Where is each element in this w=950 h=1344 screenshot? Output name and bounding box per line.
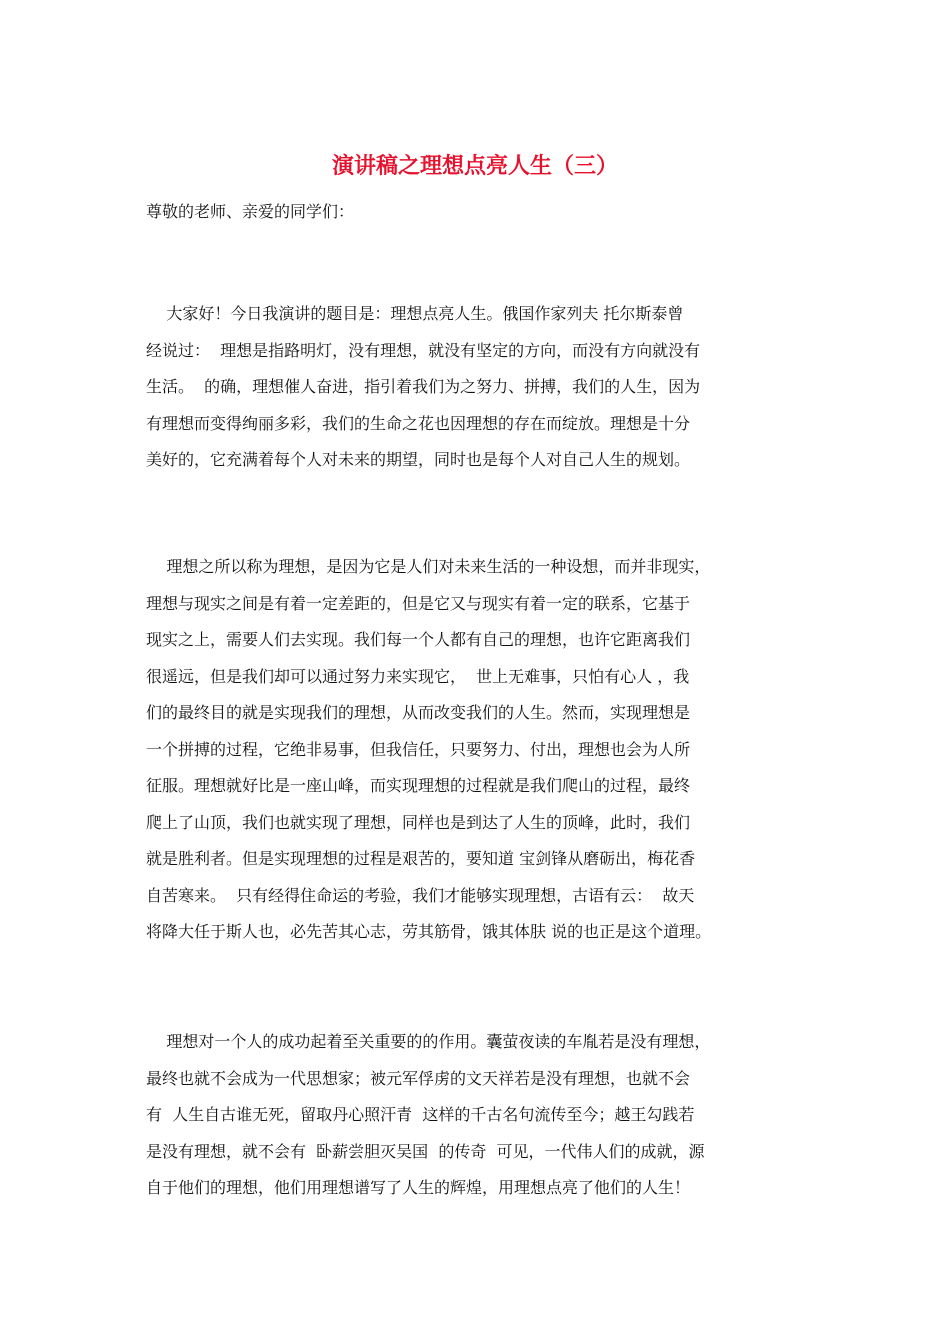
text-line: 是没有理想，就不会有 卧薪尝胆灭吴国 的传奇 可见，一代伟人们的成就，源	[146, 1141, 705, 1161]
paragraph-3	[146, 1024, 826, 1207]
paragraph-1	[146, 296, 826, 479]
salutation: 尊敬的老师、亲爱的同学们：	[146, 202, 355, 221]
text-line: 美好的，它充满着每个人对未来的期望，同时也是每个人对自己人生的规划。	[146, 450, 691, 469]
text-line: 理想之所以称为理想，是因为它是人们对未来生活的一种设想，而并非现实，	[146, 557, 711, 576]
document-title: 演讲稿之理想点亮人生（三）	[331, 153, 618, 179]
text-line: 将降大任于斯人也，必先苦其心志，劳其筋骨，饿其体肤 说的也正是这个道理。	[146, 922, 712, 941]
text-line: 现实之上，需要人们去实现。我们每一个人都有自己的理想，也许它距离我们	[146, 630, 691, 649]
text-line: 最终也就不会成为一代思想家；被元军俘虏的文天祥若是没有理想，也就不会	[146, 1068, 691, 1088]
text-line: 理想与现实之间是有着一定差距的，但是它又与现实有着一定的联系，它基于	[146, 593, 691, 613]
text-line: 大家好！今日我演讲的题目是：理想点亮人生。俄国作家列夫 托尔斯泰曾	[146, 304, 684, 323]
text-line: 有理想而变得绚丽多彩，我们的生命之花也因理想的存在而绽放。理想是十分	[146, 413, 691, 433]
text-line: 自于他们的理想，他们用理想谱写了人生的辉煌，用理想点亮了他们的人生！	[146, 1178, 691, 1197]
text-line: 征服。理想就好比是一座山峰，而实现理想的过程就是我们爬山的过程，最终	[146, 776, 691, 795]
text-line: 理想对一个人的成功起着至关重要的的作用。囊萤夜读的车胤若是没有理想，	[146, 1032, 711, 1051]
text-line: 自苦寒来。 只有经得住命运的考验，我们才能够实现理想，古语有云： 故天	[146, 885, 695, 905]
text-line: 爬上了山顶，我们也就实现了理想，同样也是到达了人生的顶峰，此时，我们	[146, 812, 691, 832]
text-line: 就是胜利者。但是实现理想的过程是艰苦的，要知道 宝剑锋从磨砺出，梅花香	[146, 849, 696, 868]
paragraph-2	[146, 549, 826, 951]
text-line: 一个拼搏的过程，它绝非易事，但我信任，只要努力、付出，理想也会为人所	[146, 739, 691, 759]
text-line: 有 人生自古谁无死，留取丹心照汗青 这样的千古名句流传至今；越王勾践若	[146, 1105, 695, 1124]
text-line: 经说过： 理想是指路明灯，没有理想，就没有坚定的方向，而没有方向就没有	[146, 340, 701, 360]
text-line: 生活。 的确，理想催人奋进，指引着我们为之努力、拼搏，我们的人生，因为	[146, 377, 701, 396]
text-line: 们的最终目的就是实现我们的理想，从而改变我们的人生。然而，实现理想是	[146, 703, 691, 722]
text-line: 很遥远，但是我们却可以通过努力来实现它， 世上无难事，只怕有心人 ，我	[146, 666, 690, 686]
